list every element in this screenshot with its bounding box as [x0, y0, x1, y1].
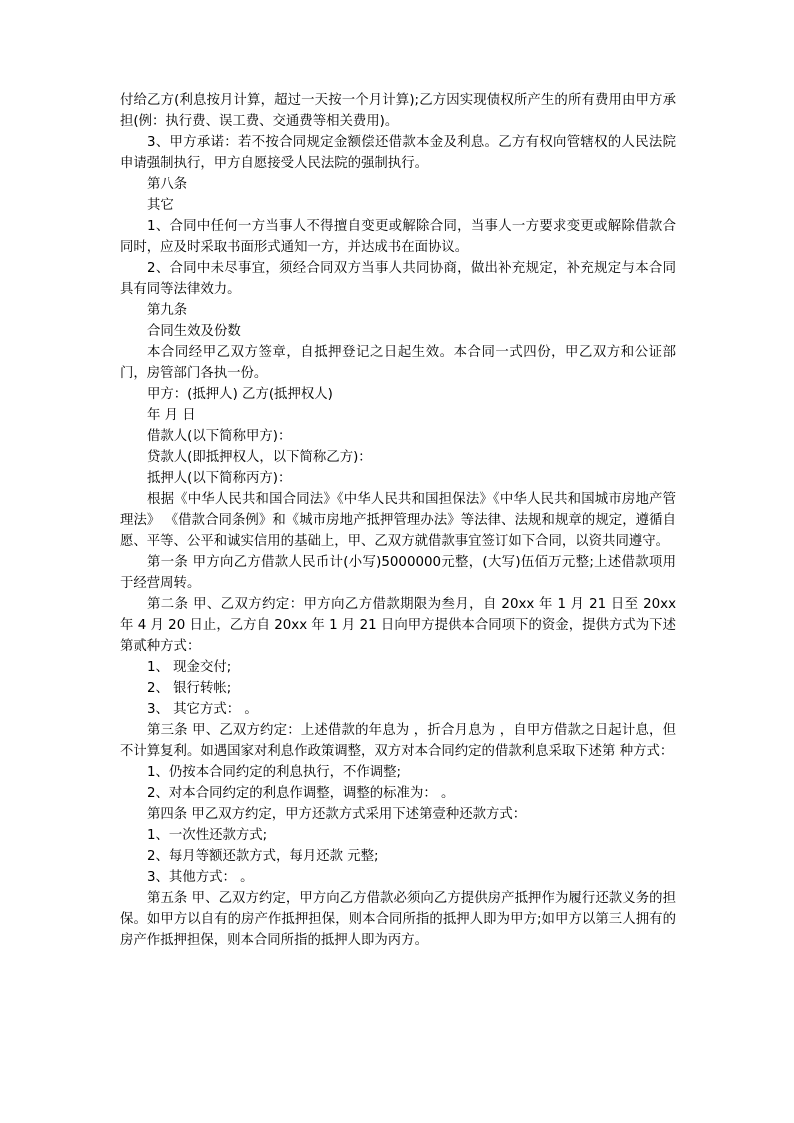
contract-paragraph: 1、一次性还款方式;: [147, 828, 268, 843]
contract-paragraph: 第二条 甲、乙双方约定：甲方向乙方借款期限为叁月，自 20xx 年 1 月 21 日至 20xx 年 4 月 20 日止，乙方自 20xx 年 1 月 21 日向甲方提供本合同项下的资金，提供方式为下述第贰种方式：: [120, 597, 676, 654]
contract-paragraph: 第五条 甲、乙双方约定，甲方向乙方借款必须向乙方提供房产抵押作为履行还款义务的担保。如甲方以自有的房产作抵押担保，则本合同所指的抵押人即为甲方;如甲方以第三人拥有的房产作抵押担保，则本合同所指的抵押人即为丙方。: [120, 891, 676, 948]
contract-paragraph: 3、 其它方式： 。: [147, 702, 258, 717]
contract-paragraph: 2、对本合同约定的利息作调整，调整的标准为： 。: [147, 786, 455, 801]
contract-paragraph: 借款人(以下简称甲方)：: [147, 429, 292, 444]
contract-paragraph: 2、合同中未尽事宜，须经合同双方当事人共同协商，做出补充规定，补充规定与本合同具有同等法律效力。: [120, 261, 676, 297]
contract-paragraph: 3、甲方承诺：若不按合同规定金额偿还借款本金及利息。乙方有权向管辖权的人民法院申请强制执行，甲方自愿接受人民法院的强制执行。: [120, 135, 676, 171]
contract-paragraph: 年 月 日: [147, 408, 196, 423]
contract-paragraph: 2、每月等额还款方式，每月还款 元整;: [147, 849, 379, 864]
contract-paragraph: 贷款人(即抵押权人，以下简称乙方)：: [147, 450, 372, 465]
document-body: [120, 90, 676, 951]
contract-paragraph: 2、 银行转帐;: [147, 681, 232, 696]
contract-paragraph: 本合同经甲乙双方签章，自抵押登记之日起生效。本合同一式四份，甲乙双方和公证部门，房管部门各执一份。: [120, 345, 676, 381]
contract-paragraph: 3、其他方式： 。: [147, 870, 254, 885]
contract-paragraph: 抵押人(以下简称丙方)：: [147, 471, 292, 486]
contract-paragraph: 第三条 甲、乙双方约定：上述借款的年息为 ，折合月息为 ，自甲方借款之日起计息，但不计算复利。如遇国家对利息作政策调整，双方对本合同约定的借款利息采取下述第 种方式：: [120, 723, 676, 759]
contract-paragraph: 甲方：(抵押人) 乙方(抵押权人): [147, 387, 333, 402]
contract-paragraph: 1、仍按本合同约定的利息执行，不作调整;: [147, 765, 402, 780]
contract-paragraph: 第八条: [147, 177, 188, 192]
contract-paragraph: 1、合同中任何一方当事人不得擅自变更或解除合同，当事人一方要求变更或解除借款合同时，应及时采取书面形式通知一方，并达成书在面协议。: [120, 219, 676, 255]
contract-paragraph: 付给乙方(利息按月计算，超过一天按一个月计算);乙方因实现债权所产生的所有费用由甲方承担(例：执行费、误工费、交通费等相关费用)。: [120, 93, 676, 129]
contract-paragraph: 其它: [147, 198, 174, 213]
contract-paragraph: 1、 现金交付;: [147, 660, 232, 675]
contract-paragraph: 第四条 甲乙双方约定，甲方还款方式采用下述第壹种还款方式：: [147, 807, 527, 822]
contract-paragraph: 合同生效及份数: [147, 324, 241, 339]
contract-paragraph: 第九条: [147, 303, 188, 318]
contract-paragraph: 第一条 甲方向乙方借款人民币计(小写)5000000元整，(大写)伍佰万元整;上述借款项用于经营周转。: [120, 555, 676, 591]
contract-paragraph: 根据《中华人民共和国合同法》《中华人民共和国担保法》《中华人民共和国城市房地产管理法》 《借款合同条例》和《城市房地产抵押管理办法》等法律、法规和规章的规定，遵循自愿、平等、公平和诚实信用的基础上，甲、乙双方就借款事宜签订如下合同，以资共同遵守。: [120, 492, 676, 549]
